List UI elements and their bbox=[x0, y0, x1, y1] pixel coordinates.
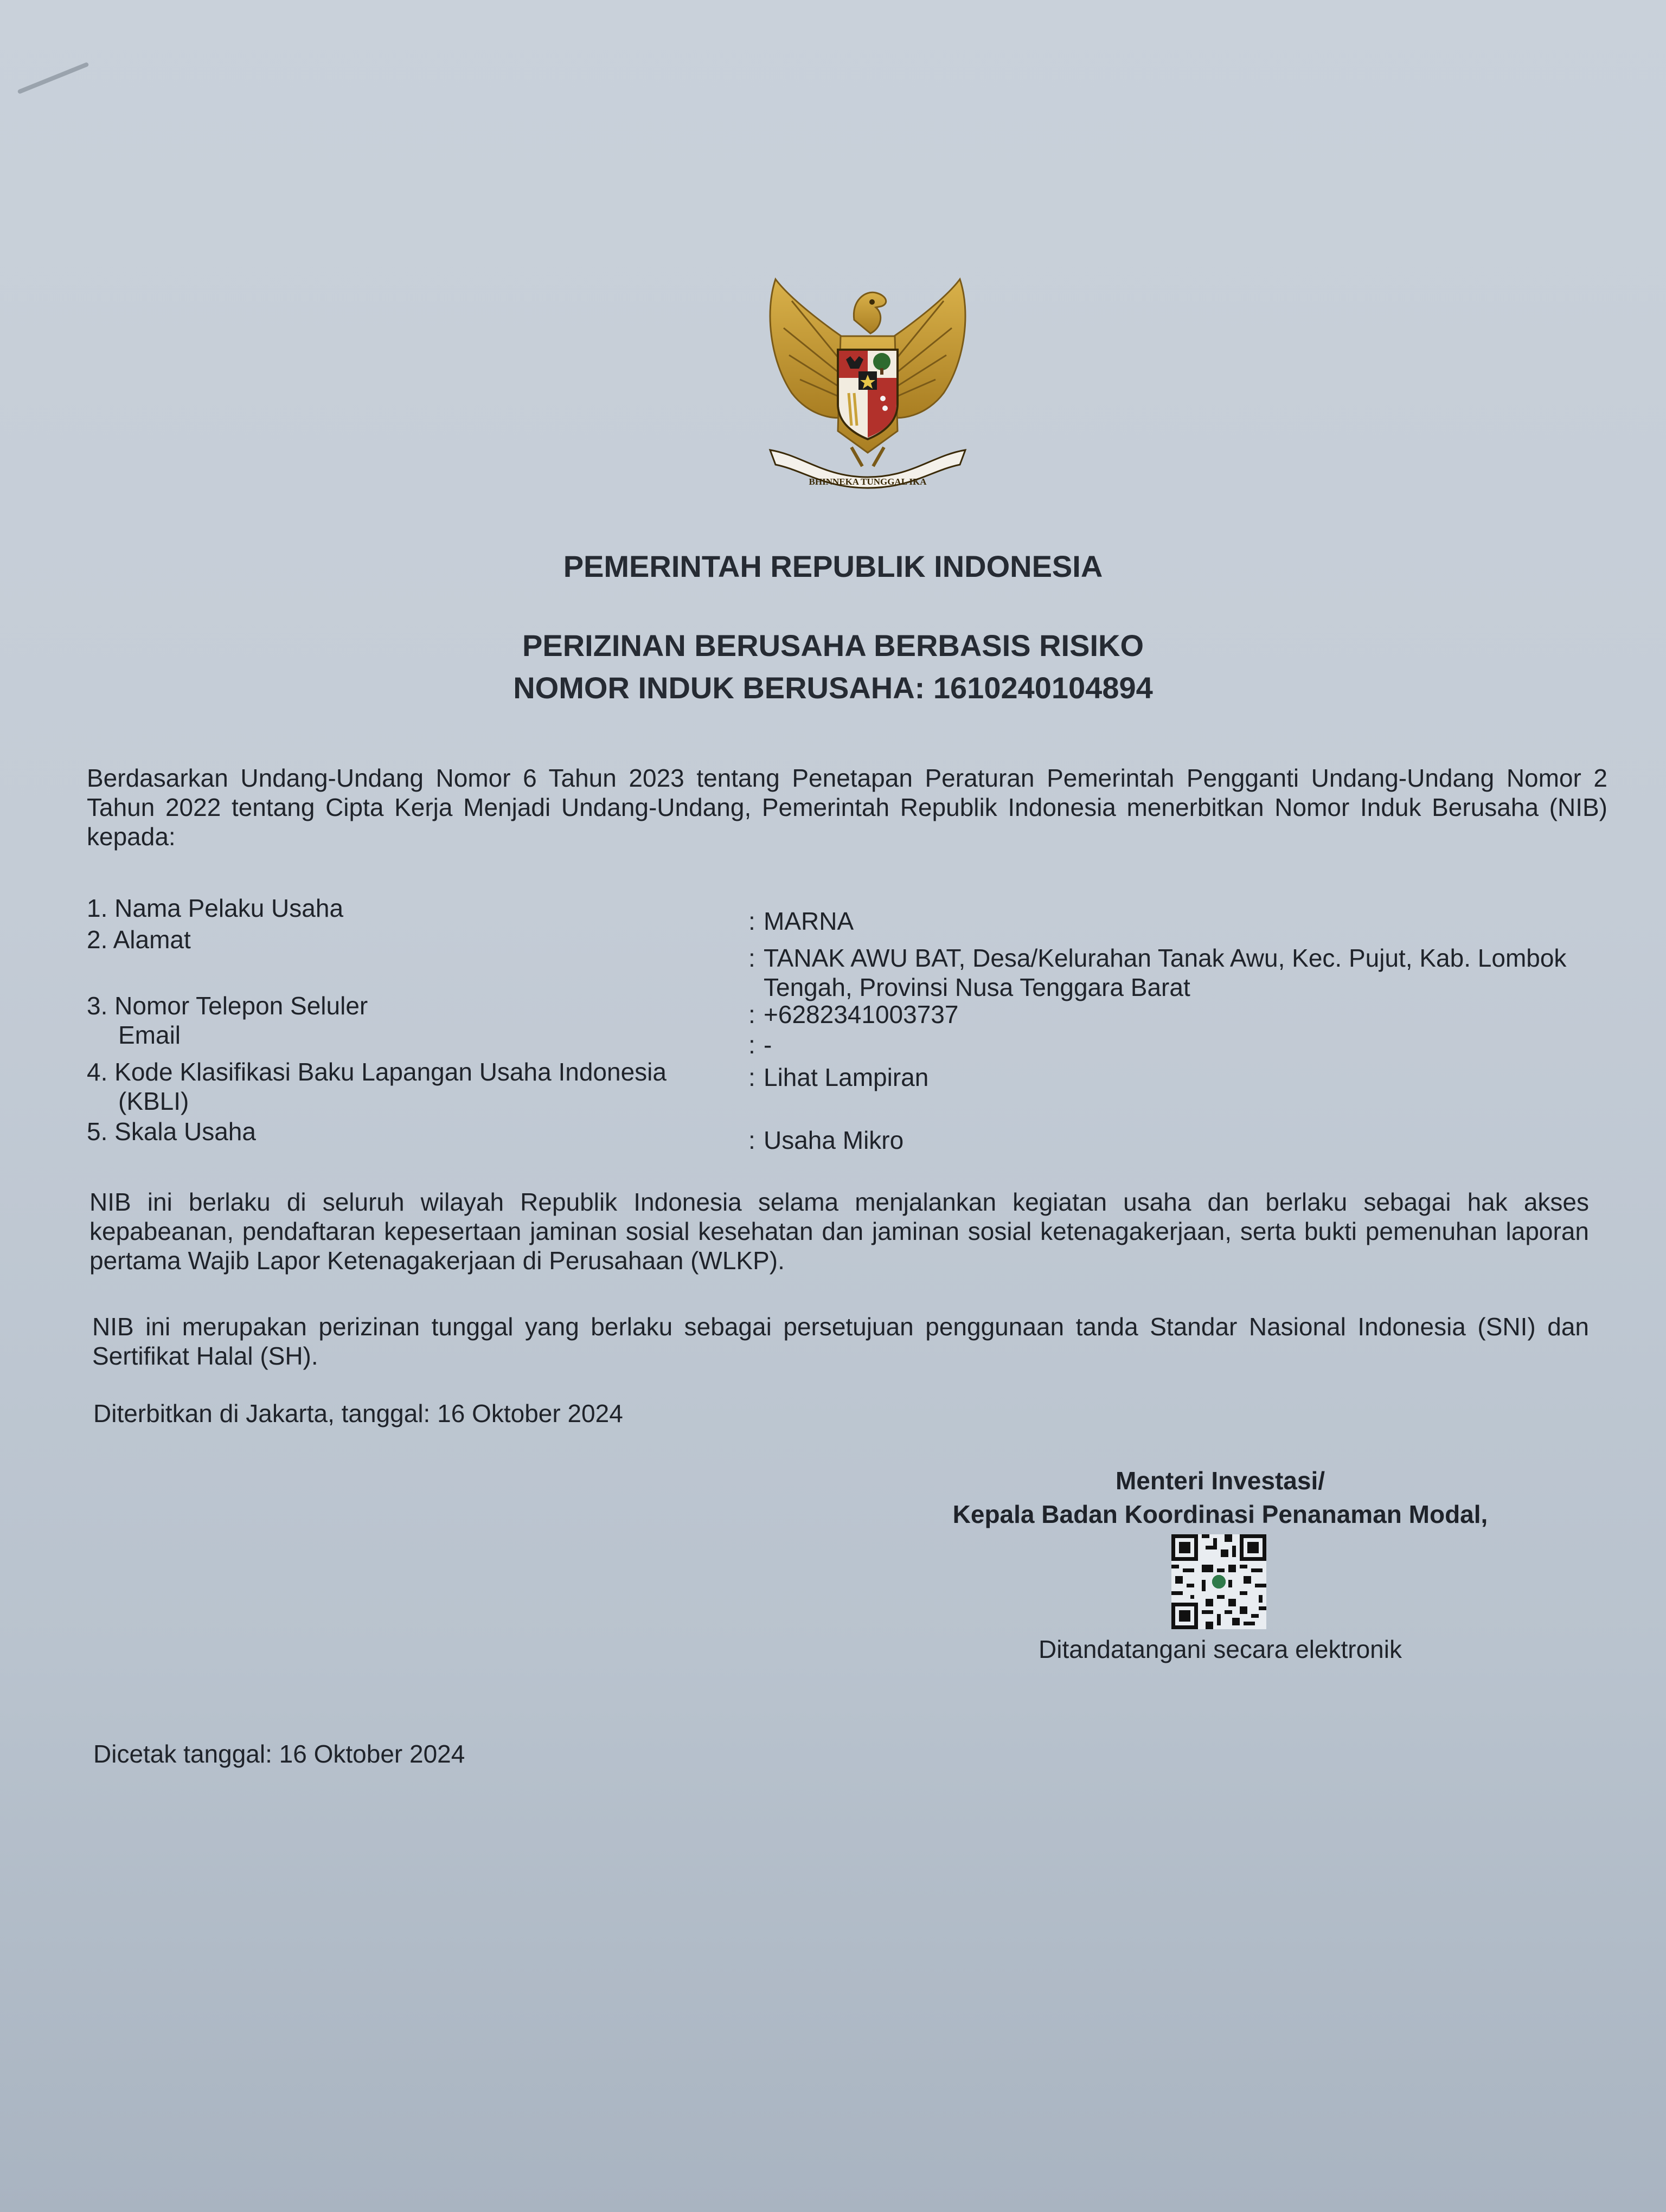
field-value-nama: : MARNA bbox=[748, 907, 854, 935]
garuda-emblem-icon bbox=[759, 268, 976, 501]
field-label-skala: 5. Skala Usaha bbox=[87, 1117, 256, 1146]
field-label-alamat: 2. Alamat bbox=[87, 925, 191, 954]
validity-paragraph: NIB ini berlaku di seluruh wilayah Republik Indonesia selama menjalankan kegiatan usaha dan berlaku sebagai hak akses kepabeanan, pendaftaran kepesertaan jaminan sosial kesehatan dan jaminan sosial ketenagakerjaan, serta bukti pemenuhan laporan pertama Wajib Lapor Ketenagakerjaan di Perusahaan (WLKP). bbox=[89, 1188, 1589, 1275]
field-value-alamat: : TANAK AWU BAT, Desa/Kelurahan Tanak Awu, Kec. Pujut, Kab. Lombok Tengah, Provinsi Nusa Tenggara Barat bbox=[748, 944, 1567, 1001]
intro-paragraph: Berdasarkan Undang-Undang Nomor 6 Tahun 2023 tentang Penetapan Peraturan Pemerintah Pengganti Undang-Undang Nomor 2 Tahun 2022 tentang Cipta Kerja Menjadi Undang-Undang, Pemerintah Republik Indonesia menerbitkan Nomor Induk Berusaha (NIB) kepada: bbox=[87, 764, 1607, 851]
field-label-kbli: 4. Kode Klasifikasi Baku Lapangan Usaha Indonesia (KBLI) bbox=[87, 1058, 667, 1115]
government-title: PEMERINTAH REPUBLIK INDONESIA bbox=[563, 549, 1103, 583]
field-label-email: Email bbox=[118, 1021, 181, 1049]
printed-date: Dicetak tanggal: 16 Oktober 2024 bbox=[93, 1740, 465, 1768]
field-value-email: : - bbox=[748, 1031, 772, 1059]
field-label-nama: 1. Nama Pelaku Usaha bbox=[87, 894, 344, 922]
document-title: PERIZINAN BERUSAHA BERBASIS RISIKO bbox=[522, 628, 1144, 663]
field-value-telepon: : +6282341003737 bbox=[748, 1000, 959, 1028]
field-value-kbli: : Lihat Lampiran bbox=[748, 1063, 929, 1091]
nib-number-title: NOMOR INDUK BERUSAHA: 1610240104894 bbox=[513, 671, 1153, 705]
electronic-signature-note: Ditandatangani secara elektronik bbox=[1039, 1635, 1402, 1663]
signatory-title: Menteri Investasi/ Kepala Badan Koordinasi Penanaman Modal, bbox=[952, 1467, 1488, 1528]
qr-code-icon[interactable] bbox=[1171, 1534, 1266, 1629]
emblem-motto: BHINNEKA TUNGGAL IKA bbox=[809, 477, 927, 487]
field-label-telepon: 3. Nomor Telepon Seluler bbox=[87, 992, 368, 1020]
issued-date: Diterbitkan di Jakarta, tanggal: 16 Oktober 2024 bbox=[93, 1399, 623, 1427]
staple-mark bbox=[17, 62, 89, 94]
field-value-skala: : Usaha Mikro bbox=[748, 1126, 904, 1154]
sni-halal-paragraph: NIB ini merupakan perizinan tunggal yang berlaku sebagai persetujuan penggunaan tanda Standar Nasional Indonesia (SNI) dan Sertifikat Halal (SH). bbox=[92, 1313, 1589, 1370]
